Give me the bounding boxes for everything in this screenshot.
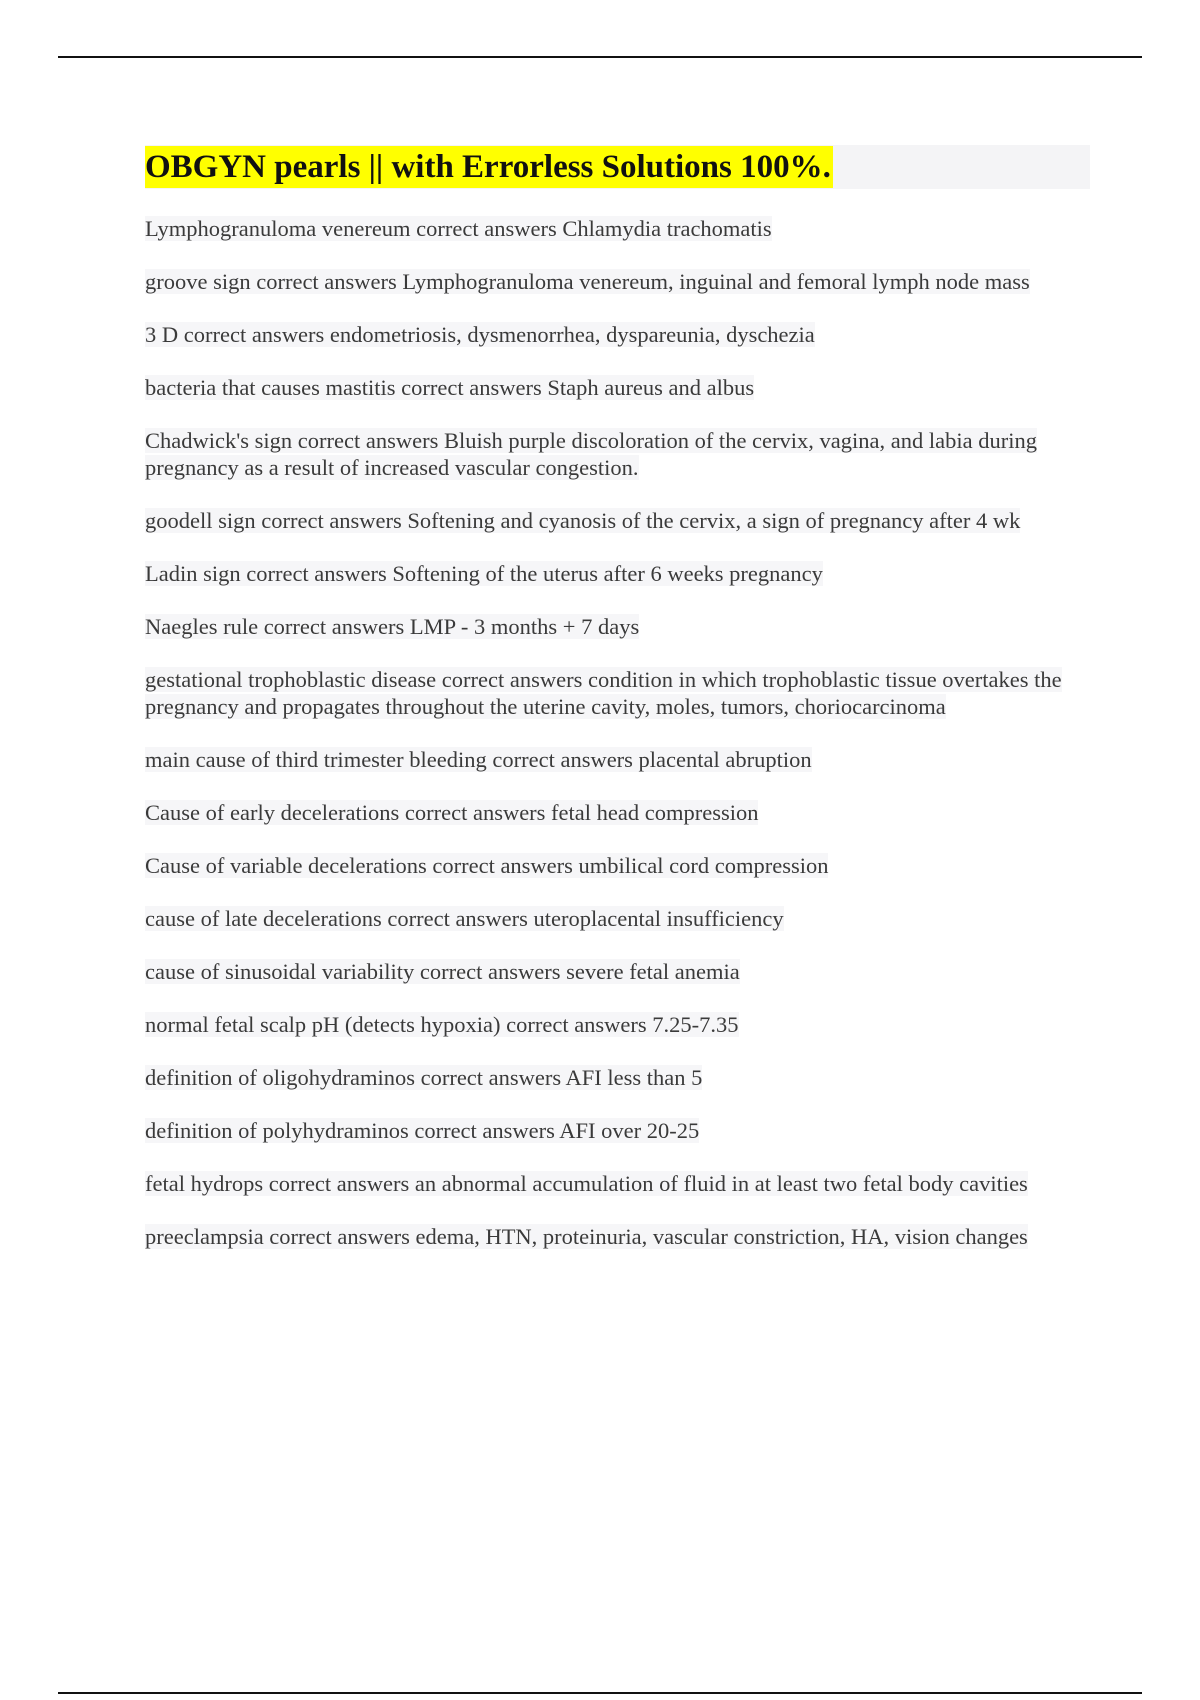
list-item: gestational trophoblastic disease correct answers condition in which trophoblastic tissue overtakes the pregnancy and propagates throughout the uterine cavity, moles, tumors, choriocarcinoma bbox=[145, 667, 1062, 719]
list-item: fetal hydrops correct answers an abnormal accumulation of fluid in at least two fetal body cavities bbox=[145, 1171, 1028, 1196]
document-title: OBGYN pearls || with Errorless Solutions 100%. bbox=[145, 146, 833, 188]
list-item: Chadwick's sign correct answers Bluish purple discoloration of the cervix, vagina, and labia during pregnancy as a result of increased vascular congestion. bbox=[145, 428, 1037, 480]
list-item: Lymphogranuloma venereum correct answers Chlamydia trachomatis bbox=[145, 216, 772, 241]
list-item: preeclampsia correct answers edema, HTN, proteinuria, vascular constriction, HA, vision changes bbox=[145, 1224, 1028, 1249]
title-band bbox=[145, 145, 1090, 189]
bottom-divider bbox=[58, 1692, 1142, 1694]
list-item: definition of polyhydraminos correct answers AFI over 20-25 bbox=[145, 1118, 700, 1143]
list-item: bacteria that causes mastitis correct answers Staph aureus and albus bbox=[145, 375, 755, 400]
list-item: 3 D correct answers endometriosis, dysmenorrhea, dyspareunia, dyschezia bbox=[145, 322, 815, 347]
list-item: goodell sign correct answers Softening and cyanosis of the cervix, a sign of pregnancy after 4 wk bbox=[145, 508, 1021, 533]
list-item: groove sign correct answers Lymphogranuloma venereum, inguinal and femoral lymph node mass bbox=[145, 269, 1030, 294]
list-item: Cause of variable decelerations correct answers umbilical cord compression bbox=[145, 853, 829, 878]
document-body bbox=[145, 145, 1090, 1276]
list-item: main cause of third trimester bleeding correct answers placental abruption bbox=[145, 747, 812, 772]
list-item: Ladin sign correct answers Softening of the uterus after 6 weeks pregnancy bbox=[145, 561, 823, 586]
list-item: cause of sinusoidal variability correct answers severe fetal anemia bbox=[145, 959, 740, 984]
list-item: normal fetal scalp pH (detects hypoxia) correct answers 7.25-7.35 bbox=[145, 1012, 739, 1037]
list-item: Naegles rule correct answers LMP - 3 months + 7 days bbox=[145, 614, 640, 639]
list-item: definition of oligohydraminos correct answers AFI less than 5 bbox=[145, 1065, 703, 1090]
top-divider bbox=[58, 56, 1142, 58]
list-item: cause of late decelerations correct answers uteroplacental insufficiency bbox=[145, 906, 784, 931]
list-item: Cause of early decelerations correct answers fetal head compression bbox=[145, 800, 759, 825]
